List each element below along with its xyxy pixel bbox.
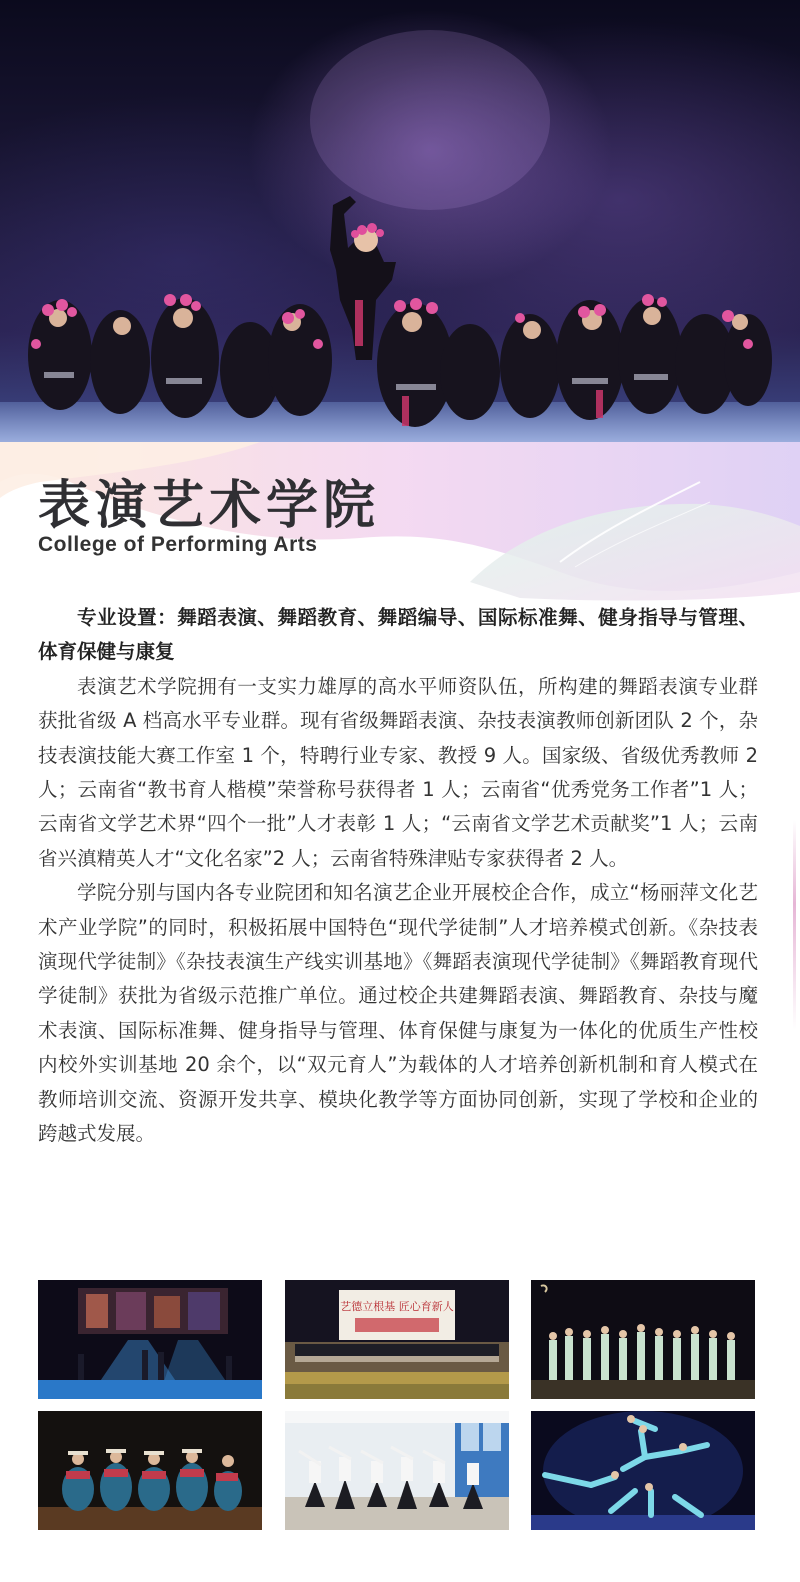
cooperation-paragraph: 学院分别与国内各专业院团和知名演艺企业开展校企合作，成立“杨丽萍文化艺术产业学院”的同时，积极拓展中国特色“现代学徒制”人才培养模式创新。《杂技表演现代学徒制》《杂技表演生产线实训基地》《舞蹈表演现代学徒制》《舞蹈教育现代学徒制》获批为省级示范推广单位。通过校企共建舞蹈表演、舞蹈教育、杂技与魔术表演、国际标准舞、健身指导与管理、体育保健与康复为一体化的优质生产性校内校外实训基地 20 余个，以“双元育人”为载体的人才培养创新机制和育人模式在教师培训交流、资源开发共享、模块化教学等方面协同创新，实现了学校和企业的跨越式发展。 (38, 881, 758, 1146)
page-title: 表演艺术学院 (38, 475, 381, 536)
hero-dance-photo (0, 0, 800, 442)
dance-classroom-photo (285, 1411, 509, 1530)
ensemble-dance-photo (531, 1280, 755, 1399)
award-ceremony-photo (285, 1280, 509, 1399)
ethnic-dance-group-photo (38, 1411, 262, 1530)
banner-text: 艺德立根基 匠心育新人 (340, 1300, 454, 1313)
acrobatic-stage-show-photo (38, 1280, 262, 1399)
page-subtitle-english: College of Performing Arts (38, 533, 318, 556)
majors-paragraph: 专业设置：舞蹈表演、舞蹈教育、舞蹈编导、国际标准舞、健身指导与管理、体育保健与康复 (38, 606, 758, 664)
dancers-silhouette (0, 0, 800, 442)
side-accent-line (793, 820, 796, 1030)
faculty-paragraph: 表演艺术学院拥有一支实力雄厚的高水平师资队伍，所构建的舞蹈表演专业群获批省级 A 档高水平专业群。现有省级舞蹈表演、杂技表演教师创新团队 2 个，杂技表演技能大赛工作室 1 个，特聘行业专家、教授 9 人。国家级、省级优秀教师 2 人；云南省“教书育人楷模”荣誉称号获得者 1 人；云南省“优秀党务工作者”1 人；云南省文学艺术界“四个一批”人才表彰 1 人；“云南省文学艺术贡献奖”1 人；云南省兴滇精英人才“文化名家”2 人；云南省特殊津贴专家获得者 2 人。 (38, 674, 758, 870)
acrobatic-balance-act-photo (531, 1411, 755, 1530)
college-introduction (38, 601, 758, 1152)
